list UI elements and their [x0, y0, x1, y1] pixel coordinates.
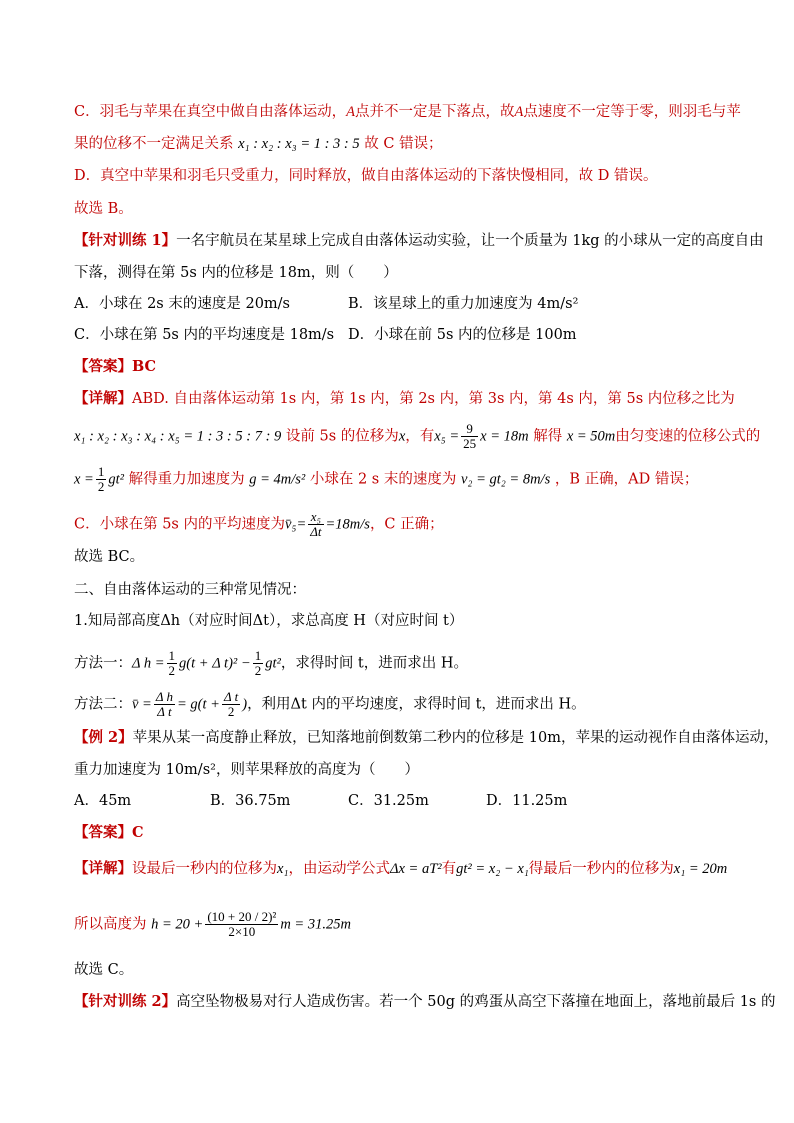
answer-1: [74, 357, 156, 377]
text: 有: [441, 861, 457, 877]
denominator: 2: [254, 663, 262, 678]
formula: = g(t +: [177, 696, 220, 713]
formula: x₁ = 20m: [673, 861, 728, 877]
example-2-option-a: A．45m: [74, 793, 132, 809]
formula: x₁: [277, 861, 289, 877]
text: 小球在 2 s 末的速度为: [309, 471, 457, 488]
answer-value: BC: [132, 358, 157, 375]
numerator: Δ t: [223, 689, 239, 704]
text: ，有: [405, 428, 435, 445]
detail-1-line2: [74, 422, 760, 451]
text: 设最后一秒内的位移为: [132, 861, 277, 877]
option-c-analysis-line2: [74, 134, 443, 154]
example-2-line1: [74, 728, 778, 748]
text: 解得: [533, 428, 563, 445]
example-2-option-d: D．11.25m: [486, 793, 568, 809]
formula: gt² = x₂ − x₁: [456, 861, 529, 877]
answer-choice-2: 故选 BC。: [74, 549, 145, 565]
text: ，利用Δt 内的平均速度，求得时间 t，进而求出 H。: [247, 696, 586, 713]
numerator: 1: [97, 464, 105, 479]
method-2: [74, 690, 586, 719]
example-2-option-b: B．36.75m: [210, 793, 291, 809]
denominator: 2×10: [228, 924, 256, 939]
text: C．羽毛与苹果在真空中做自由落体运动，: [74, 104, 347, 120]
ratio-formula: x₁ : x₂ : x₃ : x₄ : x₅ = 1 : 3 : 5 : 7 : 9: [74, 428, 282, 445]
text: 由匀变速的位移公式的: [615, 428, 761, 445]
text: ABD. 自由落体运动第 1s 内，第 1s 内，第 2s 内，第 3s 内，第 4s 内，第 5s 内位移之比为: [132, 391, 735, 407]
formula: g = 4m/s²: [249, 471, 306, 488]
denominator: 2: [227, 704, 235, 719]
denominator: Δt: [310, 524, 322, 539]
answer-value: C: [132, 824, 144, 841]
text: 点速度不一定等于零，则羽毛与苹: [523, 104, 741, 120]
text: ，由运动学公式: [288, 861, 390, 877]
training-1-option-b: B．该星球上的重力加速度为 4m/s²: [348, 296, 579, 312]
answer-tag: 【答案】: [74, 358, 132, 375]
text: 得最后一秒内的位移为: [528, 861, 674, 877]
formula: ): [242, 696, 248, 713]
answer-tag: 【答案】: [74, 824, 132, 841]
numerator: 1: [168, 648, 176, 663]
text: ，求得时间 t，进而求出 H。: [280, 655, 469, 672]
formula: gt²: [265, 655, 281, 672]
training-1-tag: 【针对训练 1】: [74, 232, 177, 249]
text: 故 C 错误；: [364, 136, 443, 152]
training-2-question: [74, 992, 775, 1012]
detail-2-line1: [74, 859, 727, 879]
answer-2: [74, 823, 144, 843]
option-d-analysis: D．真空中苹果和羽毛只受重力，同时释放，做自由落体运动的下落快慢相同，故 D 错误。: [74, 168, 658, 184]
formula: v₂ = gt₂ = 8m/s: [460, 471, 551, 488]
ratio-formula: x₁ : x₂ : x₃ = 1 : 3 : 5: [238, 136, 360, 152]
denominator: Δ t: [157, 704, 172, 719]
formula: Δx = aT²: [389, 861, 442, 877]
text: 设前 5s 的位移为: [285, 428, 399, 445]
point-a: A: [514, 104, 524, 120]
text: 解得重力加速度为: [128, 471, 245, 488]
numerator: x₅: [308, 510, 323, 525]
fraction-1-2: [253, 649, 264, 678]
fraction-height: [205, 910, 278, 939]
text: C．小球在第 5s 内的平均速度为: [74, 516, 285, 533]
case-1-title: 1.知局部高度Δh（对应时间Δt），求总高度 H（对应时间 t）: [74, 613, 464, 629]
formula: Δ h =: [132, 655, 165, 672]
formula: x₅ =: [434, 428, 460, 445]
training-1-question-line1: [74, 231, 764, 251]
training-1-option-d: D．小球在前 5s 内的位移是 100m: [348, 327, 577, 343]
numerator: 1: [254, 648, 262, 663]
example-2-option-c: C．31.25m: [348, 793, 429, 809]
formula: x = 50m: [566, 428, 616, 445]
fraction-x5-dt: [308, 510, 323, 539]
fraction-dt-2: [222, 690, 240, 719]
denominator: 25: [463, 436, 477, 451]
detail-tag: 【详解】: [74, 860, 132, 877]
text: ，B 正确，AD 错误；: [554, 471, 699, 488]
answer-choice-3: 故选 C。: [74, 962, 134, 978]
formula: x =: [74, 471, 94, 488]
detail-2-line2: [74, 910, 351, 939]
formula: h = 20 +: [151, 916, 204, 933]
fraction-1-2: [96, 465, 107, 494]
numerator: 9: [461, 422, 478, 437]
text: 苹果从某一高度静止释放，已知落地前倒数第二秒内的位移是 10m，苹果的运动视作自由落体运动，: [132, 730, 779, 746]
denominator: 2: [168, 663, 176, 678]
detail-tag: 【详解】: [74, 390, 132, 407]
var-x: x: [398, 428, 406, 445]
fraction-1-2: [167, 649, 178, 678]
text: 一名宇航员在某星球上完成自由落体运动实验，让一个质量为 1kg 的小球从一定的高度自由: [176, 233, 764, 249]
training-2-tag: 【针对训练 2】: [74, 993, 177, 1010]
training-1-option-c: C．小球在第 5s 内的平均速度是 18m/s: [74, 327, 335, 343]
training-1-question-line2: 下落，测得在第 5s 内的位移是 18m，则（ ）: [74, 265, 398, 281]
text: 方法二：: [74, 696, 132, 713]
text: 点并不一定是下落点，故: [354, 104, 515, 120]
text: 高空坠物极易对行人造成伤害。若一个 50g 的鸡蛋从高空下落撞在地面上，落地前最后 1s 的: [176, 994, 776, 1010]
formula: v̄₅=: [284, 516, 307, 533]
example-2-line2: 重力加速度为 10m/s²，则苹果释放的高度为（ ）: [74, 762, 419, 778]
detail-1-line3: [74, 465, 698, 494]
answer-choice-1: 故选 B。: [74, 201, 133, 217]
text: ，C 正确；: [369, 516, 444, 533]
example-2-tag: 【例 2】: [74, 729, 133, 746]
text: 所以高度为: [74, 916, 147, 933]
detail-1-line1: [74, 389, 735, 409]
training-1-option-a: A．小球在 2s 末的速度是 20m/s: [74, 296, 290, 312]
formula: m = 31.25m: [280, 916, 351, 933]
option-c-analysis-line1: [74, 102, 741, 122]
text: 方法一：: [74, 655, 132, 672]
formula: g(t + Δ t)² −: [179, 655, 251, 672]
formula: gt²: [108, 471, 124, 488]
formula: x = 18m: [480, 428, 529, 445]
formula: =18m/s: [325, 516, 370, 533]
formula: v̄ =: [132, 696, 152, 713]
denominator: 2: [97, 479, 105, 494]
fraction-9-25: [461, 422, 478, 451]
section-2-heading: 二、自由落体运动的三种常见情况：: [74, 582, 306, 598]
fraction-dh-dt: [154, 690, 175, 719]
detail-1-line4: [74, 510, 444, 539]
numerator: Δ h: [155, 689, 174, 704]
method-1: [74, 649, 468, 678]
point-a: A: [346, 104, 355, 120]
text: 果的位移不一定满足关系: [74, 136, 234, 152]
numerator: (10 + 20 / 2)²: [207, 909, 277, 924]
